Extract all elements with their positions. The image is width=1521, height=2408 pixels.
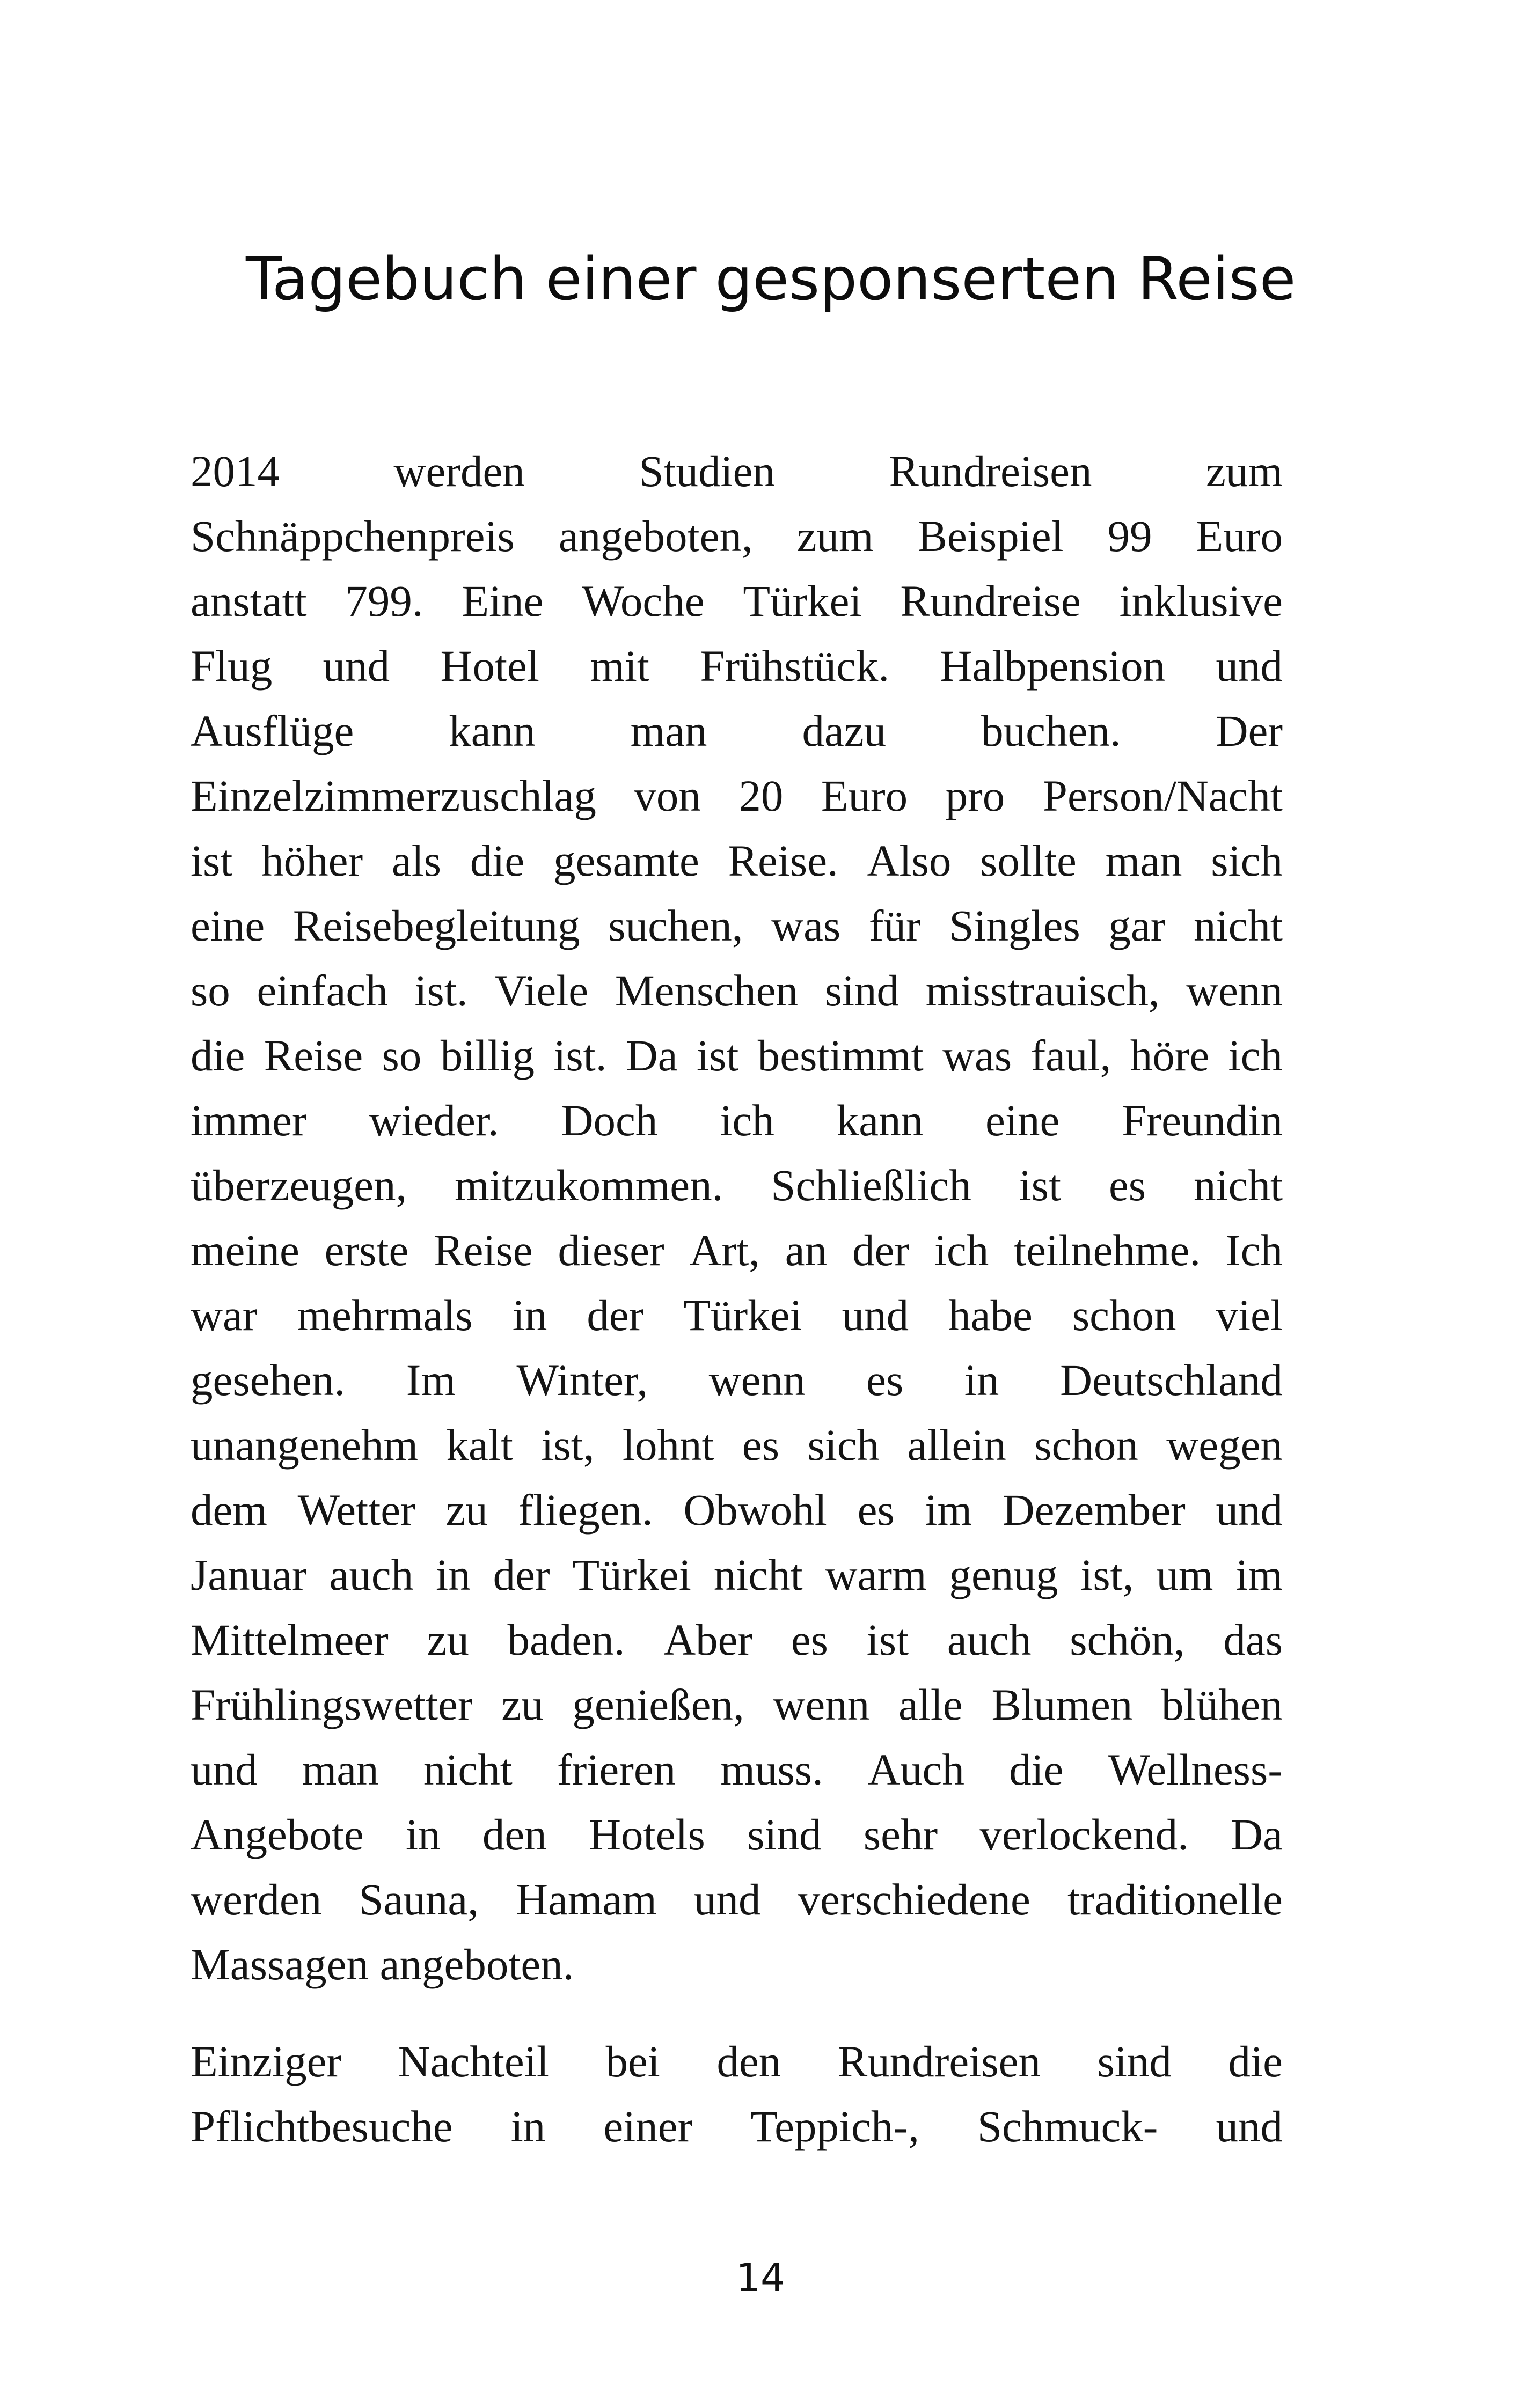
text-line: Frühlingswetter zu genießen, wenn alle Blumen blühen — [191, 1680, 1283, 1729]
text-line: Einziger Nachteil bei den Rundreisen sind die — [191, 2037, 1283, 2086]
text-line: unangenehm kalt ist, lohnt es sich allein schon wegen — [191, 1420, 1283, 1470]
text-line: gesehen. Im Winter, wenn es in Deutschland — [191, 1355, 1283, 1405]
text-line: und man nicht frieren muss. Auch die Wellness- — [191, 1745, 1283, 1794]
paragraph-2 — [191, 2029, 1283, 2159]
text-line: anstatt 799. Eine Woche Türkei Rundreise inklusive — [191, 576, 1283, 626]
text-line: eine Reisebegleitung suchen, was für Singles gar nicht — [191, 901, 1283, 950]
text-line: Mittelmeer zu baden. Aber es ist auch schön, das — [191, 1615, 1283, 1664]
chapter-title: Tagebuch einer gesponserten Reise — [246, 245, 1296, 313]
text-line: war mehrmals in der Türkei und habe schon viel — [191, 1290, 1283, 1340]
text-line: Flug und Hotel mit Frühstück. Halbpension und — [191, 641, 1283, 691]
paragraph-1 — [191, 439, 1283, 1997]
text-line: immer wieder. Doch ich kann eine Freundin — [191, 1096, 1283, 1145]
text-line: Januar auch in der Türkei nicht warm genug ist, um im — [191, 1550, 1283, 1599]
text-line: die Reise so billig ist. Da ist bestimmt was faul, höre ich — [191, 1031, 1283, 1080]
text-line: überzeugen, mitzukommen. Schließlich ist es nicht — [191, 1161, 1283, 1210]
page-number: 14 — [736, 2255, 785, 2300]
text-line: ist höher als die gesamte Reise. Also sollte man sich — [191, 836, 1283, 885]
text-line: werden Sauna, Hamam und verschiedene traditionelle — [191, 1875, 1283, 1924]
text-line: Massagen angeboten. — [191, 1940, 574, 1989]
text-line: 2014 werden Studien Rundreisen zum — [191, 446, 1283, 496]
text-line: Schnäppchenpreis angeboten, zum Beispiel 99 Euro — [191, 511, 1283, 561]
text-line: so einfach ist. Viele Menschen sind misstrauisch, wenn — [191, 966, 1283, 1015]
text-line: Einzelzimmerzuschlag von 20 Euro pro Person/Nacht — [191, 771, 1283, 820]
text-line: Angebote in den Hotels sind sehr verlockend. Da — [191, 1810, 1283, 1859]
text-line: meine erste Reise dieser Art, an der ich teilnehme. Ich — [191, 1225, 1283, 1275]
text-line: Pflichtbesuche in einer Teppich-, Schmuck- und — [191, 2102, 1283, 2151]
text-line: dem Wetter zu fliegen. Obwohl es im Dezember und — [191, 1485, 1283, 1535]
text-line: Ausflüge kann man dazu buchen. Der — [191, 706, 1283, 755]
